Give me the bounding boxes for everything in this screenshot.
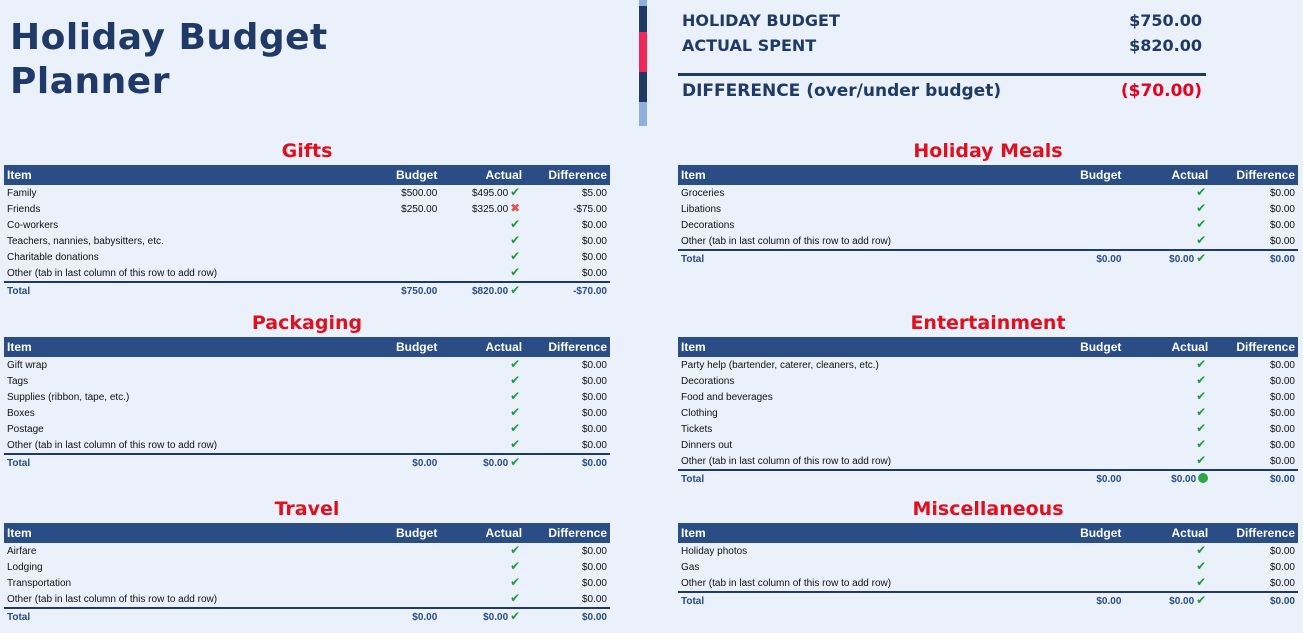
- budget-table: [678, 165, 1298, 267]
- column-header-actual[interactable]: Actual: [1124, 523, 1211, 543]
- budget-cell[interactable]: [1038, 373, 1125, 389]
- total-row: [678, 592, 1298, 609]
- actual-cell[interactable]: [440, 233, 525, 249]
- actual-cell[interactable]: [1124, 437, 1211, 453]
- actual-cell[interactable]: [1124, 201, 1211, 217]
- difference-cell[interactable]: $0.00: [581, 235, 607, 247]
- column-header-item[interactable]: Item: [4, 165, 355, 185]
- difference-cell[interactable]: $0.00: [1211, 453, 1298, 470]
- section-title: Miscellaneous: [912, 498, 1064, 520]
- budget-cell[interactable]: [355, 249, 440, 265]
- actual-cell[interactable]: [1124, 373, 1211, 389]
- holiday-meals-section: [678, 138, 1298, 267]
- holiday-budget-label: HOLIDAY BUDGET: [682, 11, 840, 30]
- item-cell[interactable]: Charitable donations: [7, 251, 99, 263]
- table-row: [678, 559, 1298, 575]
- item-cell[interactable]: Lodging: [7, 561, 43, 573]
- table-row: [4, 559, 610, 575]
- check-icon: ✔: [510, 543, 521, 557]
- table-row: [4, 421, 610, 437]
- actual-value: $820.00: [471, 286, 509, 297]
- item-cell[interactable]: Total: [7, 457, 31, 469]
- column-header-actual[interactable]: Actual: [440, 337, 525, 357]
- item-cell[interactable]: Tags: [7, 375, 29, 387]
- item-cell[interactable]: Airfare: [7, 545, 37, 557]
- actual-cell[interactable]: [1124, 233, 1211, 250]
- difference-cell[interactable]: $0.00: [1269, 545, 1295, 557]
- actual-cell[interactable]: [1124, 575, 1211, 592]
- check-icon: ✔: [510, 455, 521, 469]
- check-icon: ✔: [510, 389, 521, 403]
- actual-cell[interactable]: [440, 217, 525, 233]
- page-title: [10, 16, 328, 104]
- actual-value: $0.00: [1169, 254, 1195, 265]
- difference-value[interactable]: ($70.00): [1120, 81, 1202, 101]
- difference-cell[interactable]: $0.00: [581, 375, 607, 387]
- actual-cell[interactable]: [440, 608, 525, 625]
- actual-cell[interactable]: [440, 201, 525, 217]
- item-cell[interactable]: Holiday photos: [681, 545, 748, 557]
- entertainment-section: [678, 310, 1298, 487]
- item-cell[interactable]: Gift wrap: [7, 359, 48, 371]
- check-icon: ✔: [1196, 575, 1207, 589]
- item-cell[interactable]: Friends: [7, 203, 41, 215]
- actual-value: $0.00: [1171, 473, 1197, 485]
- table-row: [678, 373, 1298, 389]
- column-header-budget[interactable]: Budget: [1038, 337, 1125, 357]
- check-icon: ✔: [1196, 421, 1207, 435]
- table-row: [678, 437, 1298, 453]
- gifts-section: [4, 138, 610, 299]
- budget-cell[interactable]: [1038, 559, 1125, 575]
- difference-cell[interactable]: $0.00: [581, 561, 607, 573]
- actual-cell[interactable]: [1124, 453, 1211, 470]
- actual-cell[interactable]: [1124, 543, 1211, 559]
- table-row: [4, 389, 610, 405]
- budget-table: [678, 337, 1298, 487]
- difference-cell[interactable]: $0.00: [1269, 375, 1295, 387]
- table-row: [4, 405, 610, 421]
- item-cell[interactable]: Libations: [681, 203, 722, 215]
- table-row: [678, 185, 1298, 201]
- table-row: [4, 591, 610, 608]
- table-row: [4, 185, 610, 201]
- difference-cell[interactable]: $0.00: [581, 611, 607, 623]
- item-cell[interactable]: Dinners out: [681, 439, 733, 451]
- column-header-budget[interactable]: Budget: [355, 523, 440, 543]
- difference-cell[interactable]: $0.00: [1269, 391, 1295, 403]
- actual-cell[interactable]: [440, 454, 525, 471]
- column-header-difference[interactable]: Difference: [1211, 165, 1298, 185]
- budget-cell[interactable]: [1038, 575, 1125, 592]
- item-cell[interactable]: Boxes: [7, 407, 35, 419]
- check-icon: ✔: [510, 559, 521, 573]
- budget-cell[interactable]: [1038, 421, 1125, 437]
- budget-cell[interactable]: $0.00: [1096, 595, 1122, 607]
- budget-cell[interactable]: [1038, 453, 1125, 470]
- section-title: Holiday Meals: [913, 140, 1063, 162]
- budget-cell[interactable]: [355, 373, 440, 389]
- difference-cell[interactable]: $0.00: [1269, 595, 1295, 607]
- table-row: [4, 373, 610, 389]
- budget-cell[interactable]: [1038, 389, 1125, 405]
- item-cell[interactable]: Postage: [7, 423, 44, 435]
- budget-cell[interactable]: [1038, 357, 1125, 373]
- item-cell[interactable]: Decorations: [681, 375, 735, 387]
- difference-cell[interactable]: $0.00: [581, 251, 607, 263]
- difference-cell[interactable]: $0.00: [1269, 187, 1295, 199]
- total-row: [4, 608, 610, 625]
- difference-cell[interactable]: $0.00: [581, 391, 607, 403]
- actual-cell[interactable]: [440, 543, 525, 559]
- column-header-budget[interactable]: Budget: [355, 165, 440, 185]
- item-cell[interactable]: Total: [681, 473, 705, 485]
- difference-cell[interactable]: $0.00: [581, 545, 607, 557]
- check-icon: ✔: [1196, 357, 1207, 371]
- table-row: [4, 575, 610, 591]
- actual-cell[interactable]: [1124, 592, 1211, 609]
- item-cell[interactable]: Clothing: [681, 407, 718, 419]
- check-icon: ✔: [1196, 559, 1207, 573]
- actual-cell[interactable]: [440, 559, 525, 575]
- difference-cell[interactable]: $0.00: [525, 437, 610, 454]
- column-header-difference[interactable]: Difference: [525, 523, 610, 543]
- column-header-budget[interactable]: Budget: [1038, 165, 1125, 185]
- table-row: [678, 217, 1298, 233]
- actual-cell[interactable]: [440, 373, 525, 389]
- actual-cell[interactable]: [1124, 185, 1211, 201]
- budget-cell[interactable]: [1038, 217, 1125, 233]
- total-row: [4, 282, 610, 299]
- section-title: Travel: [274, 498, 340, 520]
- table-header-row: [678, 523, 1298, 543]
- x-icon: ✖: [510, 201, 521, 215]
- item-cell[interactable]: Food and beverages: [681, 391, 773, 403]
- actual-cell[interactable]: [440, 249, 525, 265]
- item-cell[interactable]: Family: [7, 187, 37, 199]
- budget-table: [4, 165, 610, 299]
- actual-cell[interactable]: [1124, 405, 1211, 421]
- check-icon: ✔: [510, 357, 521, 371]
- actual-spent-value[interactable]: $820.00: [1129, 36, 1202, 55]
- item-cell[interactable]: Other (tab in last column of this row to add row): [678, 233, 1038, 250]
- item-cell[interactable]: Other (tab in last column of this row to add row): [4, 437, 355, 454]
- total-row: [678, 250, 1298, 267]
- difference-cell[interactable]: $0.00: [1269, 359, 1295, 371]
- column-header-budget[interactable]: Budget: [355, 337, 440, 357]
- budget-cell[interactable]: $0.00: [412, 457, 438, 469]
- check-icon: ✔: [1196, 217, 1207, 231]
- column-header-difference[interactable]: Difference: [525, 165, 610, 185]
- difference-cell[interactable]: $0.00: [581, 359, 607, 371]
- title-line-1: Holiday Budget: [10, 17, 328, 58]
- budget-cell[interactable]: [1038, 437, 1125, 453]
- item-cell[interactable]: Other (tab in last column of this row to add row): [4, 265, 355, 282]
- item-cell[interactable]: Other (tab in last column of this row to add row): [678, 453, 1038, 470]
- holiday-budget-row: [678, 8, 1206, 33]
- actual-cell[interactable]: [440, 389, 525, 405]
- actual-value: $325.00: [471, 204, 509, 215]
- budget-cell[interactable]: $0.00: [412, 611, 438, 623]
- check-icon: ✔: [1196, 405, 1207, 419]
- table-row: [678, 421, 1298, 437]
- column-header-actual[interactable]: Actual: [1124, 165, 1211, 185]
- difference-cell[interactable]: $0.00: [581, 407, 607, 419]
- budget-cell[interactable]: [355, 591, 440, 608]
- difference-label: DIFFERENCE (over/under budget): [682, 81, 1002, 101]
- item-cell[interactable]: Transportation: [7, 577, 72, 589]
- check-icon: ✔: [1196, 543, 1207, 557]
- check-icon: ✔: [510, 283, 521, 297]
- item-cell[interactable]: Total: [681, 253, 705, 265]
- table-row: [4, 437, 610, 454]
- item-cell[interactable]: Other (tab in last column of this row to add row): [4, 591, 355, 608]
- actual-value: $0.00: [483, 612, 509, 623]
- item-cell[interactable]: Supplies (ribbon, tape, etc.): [7, 391, 130, 403]
- column-header-item[interactable]: Item: [4, 337, 355, 357]
- budget-cell[interactable]: $250.00: [401, 203, 438, 215]
- check-icon: ✔: [1196, 201, 1207, 215]
- difference-cell[interactable]: $0.00: [1269, 219, 1295, 231]
- item-cell[interactable]: Teachers, nannies, babysitters, etc.: [7, 235, 164, 247]
- budget-cell[interactable]: [1038, 405, 1125, 421]
- difference-row: [678, 76, 1206, 106]
- miscellaneous-section: [678, 496, 1298, 609]
- item-cell[interactable]: Co-workers: [7, 219, 59, 231]
- table-row: [678, 405, 1298, 421]
- check-icon: ✔: [510, 575, 521, 589]
- check-icon: ✔: [1196, 373, 1207, 387]
- actual-cell[interactable]: [1124, 357, 1211, 373]
- budget-table: [4, 337, 610, 471]
- difference-cell[interactable]: $0.00: [1269, 407, 1295, 419]
- table-header-row: [678, 165, 1298, 185]
- check-icon: ✔: [1196, 437, 1207, 451]
- table-row: [4, 201, 610, 217]
- difference-cell[interactable]: $0.00: [581, 219, 607, 231]
- total-row: [4, 454, 610, 471]
- section-title: Gifts: [281, 140, 333, 162]
- column-header-actual[interactable]: Actual: [440, 165, 525, 185]
- budget-cell[interactable]: $500.00: [401, 187, 438, 199]
- column-header-item[interactable]: Item: [678, 165, 1038, 185]
- actual-cell[interactable]: [440, 591, 525, 608]
- check-icon: ✔: [510, 373, 521, 387]
- budget-cell[interactable]: [1038, 185, 1125, 201]
- budget-cell[interactable]: [1038, 233, 1125, 250]
- table-row: [678, 357, 1298, 373]
- difference-cell[interactable]: $0.00: [1269, 439, 1295, 451]
- budget-cell[interactable]: [1038, 543, 1125, 559]
- difference-cell[interactable]: $0.00: [1269, 423, 1295, 435]
- table-row: [4, 543, 610, 559]
- item-cell[interactable]: Party help (bartender, caterer, cleaners, etc.): [681, 359, 879, 371]
- table-row: [4, 357, 610, 373]
- actual-value: $0.00: [1169, 596, 1195, 607]
- difference-cell[interactable]: $0.00: [1269, 203, 1295, 215]
- difference-cell[interactable]: $0.00: [581, 423, 607, 435]
- holiday-budget-value[interactable]: $750.00: [1129, 11, 1202, 30]
- section-title: Entertainment: [910, 312, 1066, 334]
- actual-cell[interactable]: [440, 282, 525, 299]
- budget-cell[interactable]: [355, 421, 440, 437]
- budget-cell[interactable]: [355, 389, 440, 405]
- difference-cell[interactable]: -$70.00: [573, 285, 607, 297]
- check-icon: ✔: [1196, 389, 1207, 403]
- check-icon: ✔: [1196, 593, 1207, 607]
- check-icon: ✔: [510, 591, 521, 605]
- actual-cell[interactable]: [440, 421, 525, 437]
- column-header-item[interactable]: Item: [4, 523, 355, 543]
- actual-cell[interactable]: [1124, 250, 1211, 267]
- actual-cell[interactable]: [1124, 470, 1211, 487]
- budget-table: [678, 523, 1298, 609]
- actual-value: $495.00: [471, 188, 509, 199]
- check-icon: ✔: [510, 233, 521, 247]
- green-dot-icon: [1198, 473, 1208, 483]
- column-header-difference[interactable]: Difference: [1211, 337, 1298, 357]
- actual-spent-label: ACTUAL SPENT: [682, 36, 817, 55]
- item-cell[interactable]: Total: [7, 285, 31, 297]
- total-row: [678, 470, 1298, 487]
- table-row: [4, 265, 610, 282]
- check-icon: ✔: [1196, 233, 1207, 247]
- difference-cell[interactable]: $0.00: [581, 577, 607, 589]
- budget-cell[interactable]: [355, 559, 440, 575]
- table-row: [678, 453, 1298, 470]
- actual-cell[interactable]: [440, 437, 525, 454]
- packaging-section: [4, 310, 610, 471]
- check-icon: ✔: [1196, 251, 1207, 265]
- table-row: [678, 201, 1298, 217]
- check-icon: ✔: [510, 437, 521, 451]
- budget-cell[interactable]: [355, 575, 440, 591]
- section-title: Packaging: [251, 312, 363, 334]
- actual-cell[interactable]: [440, 575, 525, 591]
- check-icon: ✔: [1196, 453, 1207, 467]
- actual-cell[interactable]: [440, 357, 525, 373]
- actual-cell[interactable]: [1124, 389, 1211, 405]
- difference-cell[interactable]: $0.00: [1269, 473, 1295, 485]
- column-header-actual[interactable]: Actual: [1124, 337, 1211, 357]
- column-header-item[interactable]: Item: [678, 523, 1038, 543]
- table-header-row: [4, 523, 610, 543]
- difference-cell[interactable]: $5.00: [581, 187, 607, 199]
- table-header-row: [678, 337, 1298, 357]
- item-cell[interactable]: Total: [681, 595, 705, 607]
- budget-cell[interactable]: $0.00: [1096, 253, 1122, 265]
- table-row: [678, 233, 1298, 250]
- column-header-budget[interactable]: Budget: [1038, 523, 1125, 543]
- table-header-row: [4, 165, 610, 185]
- column-header-actual[interactable]: Actual: [440, 523, 525, 543]
- column-header-item[interactable]: Item: [678, 337, 1038, 357]
- item-cell[interactable]: Groceries: [681, 187, 725, 199]
- check-icon: ✔: [510, 185, 521, 199]
- budget-cell[interactable]: [355, 543, 440, 559]
- item-cell[interactable]: Gas: [681, 561, 700, 573]
- difference-cell[interactable]: $0.00: [525, 591, 610, 608]
- table-row: [678, 575, 1298, 592]
- budget-cell[interactable]: [355, 265, 440, 282]
- budget-cell[interactable]: [355, 217, 440, 233]
- item-cell[interactable]: Decorations: [681, 219, 735, 231]
- table-row: [678, 543, 1298, 559]
- travel-section: [4, 496, 610, 625]
- table-row: [4, 233, 610, 249]
- budget-cell[interactable]: [355, 405, 440, 421]
- budget-cell[interactable]: [355, 357, 440, 373]
- difference-cell[interactable]: $0.00: [581, 457, 607, 469]
- difference-cell[interactable]: $0.00: [1211, 575, 1298, 592]
- column-header-difference[interactable]: Difference: [1211, 523, 1298, 543]
- check-icon: ✔: [510, 609, 521, 623]
- check-icon: ✔: [510, 405, 521, 419]
- table-row: [678, 389, 1298, 405]
- table-header-row: [4, 337, 610, 357]
- item-cell[interactable]: Total: [7, 611, 31, 623]
- actual-cell[interactable]: [440, 405, 525, 421]
- item-cell[interactable]: Tickets: [681, 423, 713, 435]
- column-header-difference[interactable]: Difference: [525, 337, 610, 357]
- budget-cell[interactable]: [355, 233, 440, 249]
- difference-cell[interactable]: $0.00: [1269, 561, 1295, 573]
- difference-cell[interactable]: $0.00: [1211, 233, 1298, 250]
- budget-cell[interactable]: [355, 437, 440, 454]
- budget-cell[interactable]: $750.00: [401, 285, 438, 297]
- actual-spent-row: [678, 33, 1206, 58]
- check-icon: ✔: [510, 217, 521, 231]
- budget-summary: [678, 8, 1206, 106]
- difference-cell[interactable]: -$75.00: [573, 203, 607, 215]
- budget-cell[interactable]: $0.00: [1096, 473, 1122, 485]
- budget-table: [4, 523, 610, 625]
- difference-cell[interactable]: $0.00: [1269, 253, 1295, 265]
- check-icon: ✔: [510, 421, 521, 435]
- actual-cell[interactable]: [440, 185, 525, 201]
- title-line-2: Planner: [10, 61, 170, 102]
- table-row: [4, 217, 610, 233]
- actual-cell[interactable]: [1124, 217, 1211, 233]
- budget-cell[interactable]: [1038, 201, 1125, 217]
- check-icon: ✔: [510, 265, 521, 279]
- check-icon: ✔: [1196, 185, 1207, 199]
- actual-cell[interactable]: [1124, 421, 1211, 437]
- actual-cell[interactable]: [1124, 559, 1211, 575]
- check-icon: ✔: [510, 249, 521, 263]
- difference-cell[interactable]: $0.00: [525, 265, 610, 282]
- item-cell[interactable]: Other (tab in last column of this row to add row): [678, 575, 1038, 592]
- actual-cell[interactable]: [440, 265, 525, 282]
- actual-value: $0.00: [483, 458, 509, 469]
- table-row: [4, 249, 610, 265]
